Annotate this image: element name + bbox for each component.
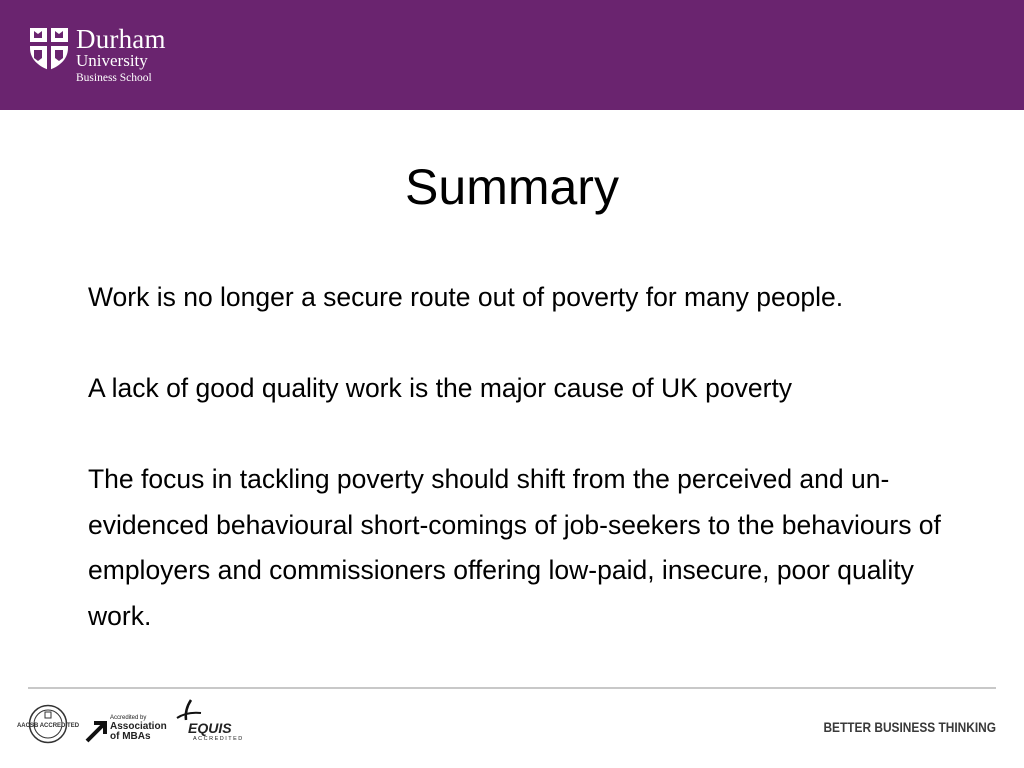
amba-line1: Association — [110, 721, 167, 732]
equis-accredited-label: ACCREDITED — [193, 736, 244, 742]
footer-divider — [28, 687, 996, 689]
footer-tagline: BETTER BUSINESS THINKING — [823, 719, 996, 735]
slide-title: Summary — [405, 159, 619, 215]
aacsb-logo-icon — [16, 704, 80, 744]
paragraph-focus-shift: The focus in tackling poverty should shift from the perceived and un-evidenced behavioural short-comings of job-seekers to the behaviours of employers and commissioners offering low-paid, insecure, poor quality work. — [88, 464, 941, 631]
slide-body — [88, 275, 968, 639]
paragraph-work-poverty: Work is no longer a secure route out of poverty for many people. — [88, 282, 844, 312]
logo-subtitle: University — [76, 51, 148, 70]
durham-shield-icon — [28, 26, 70, 72]
amba-arrow-icon — [86, 720, 108, 742]
paragraph-gap — [88, 321, 968, 367]
amba-line2: of MBAs — [110, 731, 151, 742]
amba-logo-text — [110, 715, 167, 742]
accreditation-logos — [16, 698, 258, 748]
paragraph-lack-of-work: A lack of good quality work is the major cause of UK poverty — [88, 373, 793, 403]
paragraph-gap — [88, 412, 968, 458]
equis-label: EQUIS — [188, 720, 232, 736]
header-bar — [0, 0, 1024, 110]
logo-school: Business School — [76, 72, 152, 84]
aacsb-label: AACSB ACCREDITED — [16, 723, 80, 729]
logo-name: Durham — [76, 24, 166, 54]
amba-small-label: Accredited by — [110, 715, 147, 721]
durham-logo[interactable] — [28, 24, 198, 90]
